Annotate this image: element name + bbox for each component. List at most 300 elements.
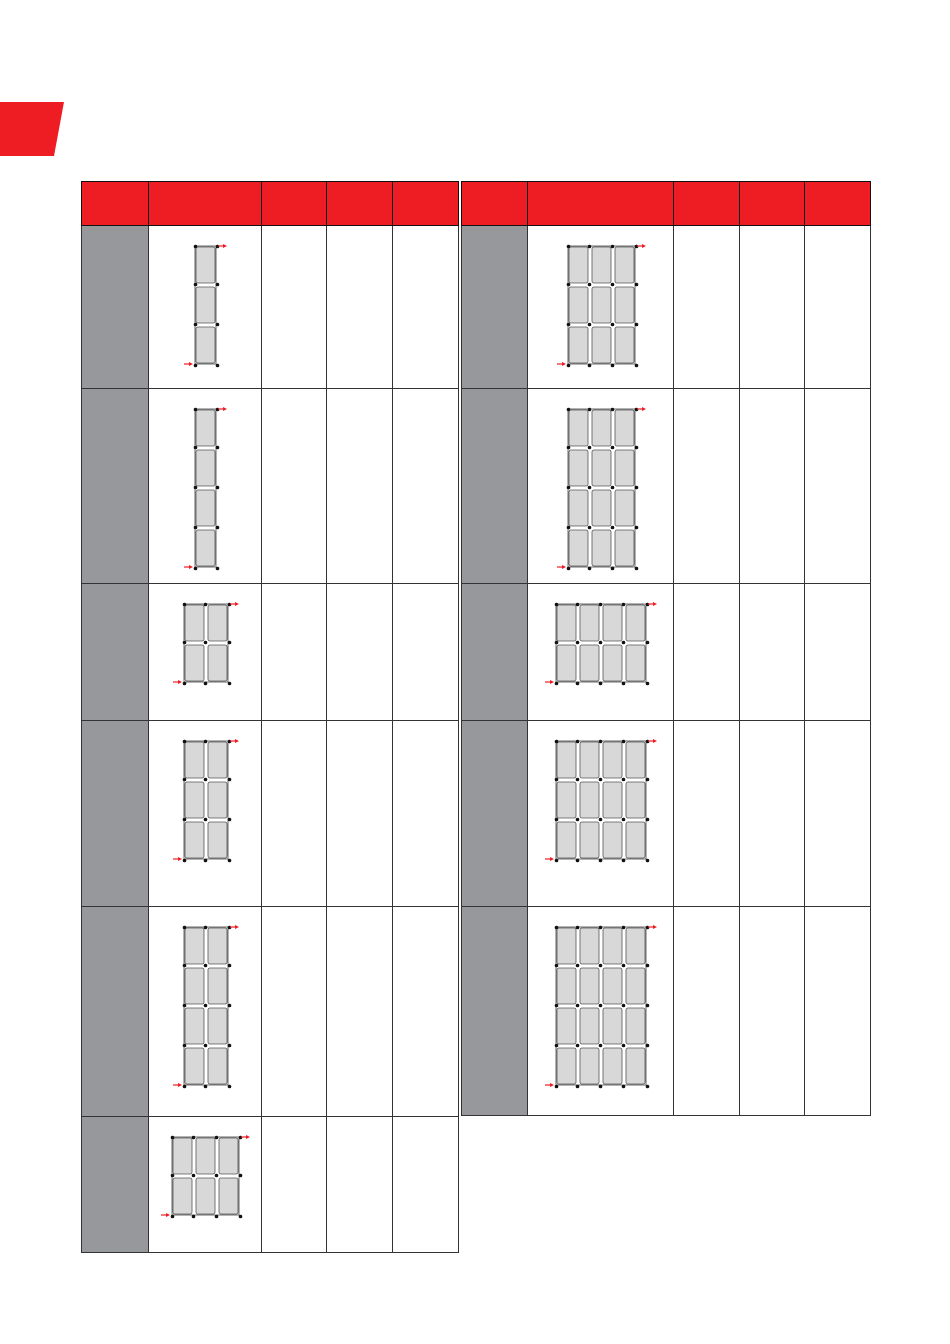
connector-dot: [228, 859, 232, 863]
connector-dot: [576, 926, 580, 930]
panel: [557, 1048, 576, 1084]
connector-dot: [555, 603, 559, 607]
panel: [626, 1008, 645, 1044]
panel-layout-diagram: [149, 226, 262, 388]
connector-dot: [228, 641, 232, 645]
connector-dot: [192, 1215, 196, 1219]
panel: [615, 490, 634, 526]
connector-dot: [192, 1174, 196, 1178]
connector-dot: [567, 446, 571, 450]
value-cell: [327, 389, 393, 584]
connector-dot: [194, 245, 198, 249]
panel-layout-diagram: [149, 721, 262, 906]
panel: [208, 1008, 227, 1044]
panel: [208, 968, 227, 1004]
panel-layout-diagram: [149, 1117, 262, 1252]
connector-dot: [622, 682, 626, 686]
panel: [219, 1178, 238, 1214]
header-cell: [674, 182, 740, 226]
row-label: [462, 584, 528, 721]
panel: [603, 605, 622, 641]
connector-dot: [646, 859, 650, 863]
connector-dot: [215, 1174, 219, 1178]
right-table: [461, 181, 871, 1116]
panel: [557, 968, 576, 1004]
panel: [580, 822, 599, 858]
connector-dot: [567, 526, 571, 530]
output-arrow-icon: [648, 739, 657, 743]
connector-dot: [204, 1085, 208, 1089]
connector-dot: [567, 567, 571, 571]
panel: [557, 645, 576, 681]
table-row: [462, 226, 871, 389]
connector-dot: [228, 778, 232, 782]
connector-dot: [216, 486, 220, 490]
panel: [557, 782, 576, 818]
value-cell: [393, 584, 459, 721]
connector-dot: [555, 740, 559, 744]
connector-dot: [183, 818, 187, 822]
panel: [208, 645, 227, 681]
panel: [208, 605, 227, 641]
output-arrow-icon: [648, 602, 657, 606]
panel: [173, 1138, 192, 1174]
connector-dot: [567, 364, 571, 368]
connector-dot: [567, 245, 571, 249]
connector-dot: [611, 486, 615, 490]
connector-dot: [588, 245, 592, 249]
connector-dot: [576, 641, 580, 645]
diagram-cell: [528, 907, 674, 1116]
row-label: [462, 226, 528, 389]
panel: [580, 1008, 599, 1044]
connector-dot: [171, 1136, 175, 1140]
row-label: [82, 721, 149, 907]
diagram-cell: [149, 584, 262, 721]
connector-dot: [228, 964, 232, 968]
panel: [592, 327, 611, 363]
connector-dot: [194, 283, 198, 287]
connector-dot: [239, 1174, 243, 1178]
panel: [580, 968, 599, 1004]
panel: [208, 822, 227, 858]
panel-layout-diagram: [528, 907, 674, 1115]
connector-dot: [588, 446, 592, 450]
connector-dot: [635, 323, 639, 327]
connector-dot: [622, 926, 626, 930]
connector-dot: [635, 526, 639, 530]
panel: [626, 605, 645, 641]
panel: [196, 450, 215, 486]
connector-dot: [576, 1085, 580, 1089]
panel: [196, 287, 215, 323]
connector-dot: [228, 818, 232, 822]
panel: [569, 490, 588, 526]
panel: [557, 928, 576, 964]
value-cell: [393, 907, 459, 1117]
right-table-header: [462, 182, 871, 226]
connector-dot: [611, 283, 615, 287]
connector-dot: [567, 408, 571, 412]
diagram-cell: [149, 907, 262, 1117]
input-arrow-icon: [557, 362, 566, 366]
value-cell: [805, 226, 871, 389]
header-cell: [528, 182, 674, 226]
connector-dot: [183, 778, 187, 782]
connector-dot: [588, 283, 592, 287]
connector-dot: [228, 682, 232, 686]
connector-dot: [611, 408, 615, 412]
row-label: [462, 721, 528, 907]
panel: [185, 928, 204, 964]
panel: [592, 410, 611, 446]
diagram-cell: [528, 721, 674, 907]
panel: [196, 1138, 215, 1174]
value-cell: [262, 389, 327, 584]
connector-dot: [599, 1044, 603, 1048]
connector-dot: [204, 603, 208, 607]
table-row: [82, 1117, 459, 1253]
panel-layout-diagram: [149, 584, 262, 720]
connector-dot: [599, 740, 603, 744]
connector-dot: [555, 1044, 559, 1048]
connector-dot: [576, 1044, 580, 1048]
diagram-cell: [528, 389, 674, 584]
connector-dot: [599, 682, 603, 686]
value-cell: [327, 584, 393, 721]
connector-dot: [228, 1085, 232, 1089]
input-arrow-icon: [557, 565, 566, 569]
connector-dot: [588, 486, 592, 490]
panel: [185, 968, 204, 1004]
panel: [196, 1178, 215, 1214]
panel: [196, 530, 215, 566]
connector-dot: [567, 323, 571, 327]
output-arrow-icon: [637, 244, 646, 248]
value-cell: [262, 584, 327, 721]
panel: [603, 1048, 622, 1084]
panel: [580, 742, 599, 778]
table-row: [82, 226, 459, 389]
connector-dot: [588, 364, 592, 368]
connector-dot: [622, 1085, 626, 1089]
connector-dot: [635, 283, 639, 287]
connector-dot: [216, 446, 220, 450]
connector-dot: [183, 641, 187, 645]
table-row: [82, 907, 459, 1117]
output-arrow-icon: [241, 1135, 250, 1139]
connector-dot: [555, 818, 559, 822]
panel: [592, 490, 611, 526]
panel: [580, 605, 599, 641]
connector-dot: [194, 486, 198, 490]
connector-dot: [622, 740, 626, 744]
panel-layout-diagram: [149, 389, 262, 583]
panel: [185, 822, 204, 858]
input-arrow-icon: [184, 565, 193, 569]
diagram-cell: [149, 226, 262, 389]
panel-layout-diagram: [528, 721, 674, 906]
connector-dot: [567, 283, 571, 287]
connector-dot: [183, 740, 187, 744]
connector-dot: [576, 964, 580, 968]
output-arrow-icon: [230, 739, 239, 743]
connector-dot: [228, 1044, 232, 1048]
table-row: [462, 721, 871, 907]
panel: [592, 450, 611, 486]
input-arrow-icon: [173, 857, 182, 861]
connector-dot: [576, 778, 580, 782]
panel: [557, 822, 576, 858]
connector-dot: [215, 1136, 219, 1140]
panel: [615, 450, 634, 486]
output-arrow-icon: [637, 407, 646, 411]
value-cell: [805, 907, 871, 1116]
connector-dot: [204, 778, 208, 782]
input-arrow-icon: [173, 680, 182, 684]
connector-dot: [599, 964, 603, 968]
connector-dot: [635, 446, 639, 450]
connector-dot: [611, 364, 615, 368]
row-label: [462, 907, 528, 1116]
output-arrow-icon: [230, 925, 239, 929]
panel: [185, 645, 204, 681]
connector-dot: [622, 859, 626, 863]
panel-layout-diagram: [149, 907, 262, 1116]
value-cell: [805, 584, 871, 721]
connector-dot: [204, 740, 208, 744]
connector-dot: [204, 1044, 208, 1048]
value-cell: [327, 907, 393, 1117]
connector-dot: [588, 323, 592, 327]
header-cell: [149, 182, 262, 226]
panel: [219, 1138, 238, 1174]
connector-dot: [599, 926, 603, 930]
connector-dot: [622, 603, 626, 607]
connector-dot: [183, 1085, 187, 1089]
table-row: [82, 584, 459, 721]
input-arrow-icon: [545, 680, 554, 684]
panel: [603, 645, 622, 681]
connector-dot: [599, 603, 603, 607]
value-cell: [740, 907, 805, 1116]
panel: [592, 247, 611, 283]
panel: [557, 605, 576, 641]
panel: [569, 450, 588, 486]
connector-dot: [599, 641, 603, 645]
header-cell: [327, 182, 393, 226]
connector-dot: [599, 859, 603, 863]
connector-dot: [555, 1004, 559, 1008]
connector-dot: [216, 283, 220, 287]
connector-dot: [622, 778, 626, 782]
table-row: [462, 907, 871, 1116]
value-cell: [327, 226, 393, 389]
row-label: [82, 584, 149, 721]
panel: [603, 742, 622, 778]
connector-dot: [646, 1085, 650, 1089]
panel: [196, 490, 215, 526]
connector-dot: [599, 1004, 603, 1008]
connector-dot: [635, 364, 639, 368]
panel: [208, 1048, 227, 1084]
value-cell: [327, 1117, 393, 1253]
connector-dot: [646, 682, 650, 686]
value-cell: [262, 721, 327, 907]
output-arrow-icon: [648, 925, 657, 929]
panel: [603, 928, 622, 964]
connector-dot: [646, 818, 650, 822]
panel: [185, 1048, 204, 1084]
connector-dot: [588, 567, 592, 571]
connector-dot: [576, 740, 580, 744]
connector-dot: [588, 526, 592, 530]
panel: [196, 327, 215, 363]
value-cell: [393, 226, 459, 389]
connector-dot: [555, 778, 559, 782]
panel: [615, 287, 634, 323]
connector-dot: [588, 408, 592, 412]
connector-dot: [646, 1044, 650, 1048]
panel: [185, 782, 204, 818]
header-cell: [462, 182, 528, 226]
connector-dot: [567, 486, 571, 490]
panel: [569, 410, 588, 446]
connector-dot: [622, 641, 626, 645]
panel: [615, 247, 634, 283]
panel: [580, 1048, 599, 1084]
panel: [173, 1178, 192, 1214]
connector-dot: [194, 323, 198, 327]
connector-dot: [576, 859, 580, 863]
output-arrow-icon: [230, 602, 239, 606]
connector-dot: [611, 323, 615, 327]
panel: [208, 782, 227, 818]
value-cell: [740, 584, 805, 721]
connector-dot: [171, 1215, 175, 1219]
panel-layout-diagram: [528, 226, 674, 388]
connector-dot: [204, 926, 208, 930]
connector-dot: [183, 1004, 187, 1008]
input-arrow-icon: [545, 857, 554, 861]
connector-dot: [599, 1085, 603, 1089]
panel: [626, 1048, 645, 1084]
input-arrow-icon: [173, 1083, 182, 1087]
diagram-cell: [528, 584, 674, 721]
connector-dot: [204, 818, 208, 822]
connector-dot: [555, 964, 559, 968]
row-label: [82, 389, 149, 584]
panel: [580, 782, 599, 818]
header-cell: [805, 182, 871, 226]
panel: [580, 645, 599, 681]
panel: [592, 530, 611, 566]
connector-dot: [646, 641, 650, 645]
panel: [185, 605, 204, 641]
connector-dot: [611, 245, 615, 249]
connector-dot: [611, 526, 615, 530]
connector-dot: [555, 641, 559, 645]
panel: [208, 742, 227, 778]
panel: [196, 410, 215, 446]
panel: [626, 782, 645, 818]
row-label: [82, 907, 149, 1117]
output-arrow-icon: [218, 244, 227, 248]
value-cell: [740, 226, 805, 389]
value-cell: [393, 1117, 459, 1253]
connector-dot: [183, 859, 187, 863]
diagram-cell: [149, 721, 262, 907]
connector-dot: [192, 1136, 196, 1140]
connector-dot: [204, 1004, 208, 1008]
connector-dot: [216, 323, 220, 327]
row-label: [82, 1117, 149, 1253]
table-row: [462, 389, 871, 584]
connector-dot: [204, 859, 208, 863]
table-row: [82, 721, 459, 907]
connector-dot: [576, 682, 580, 686]
connector-dot: [599, 778, 603, 782]
connector-dot: [183, 1044, 187, 1048]
connector-dot: [599, 818, 603, 822]
connector-dot: [555, 1085, 559, 1089]
panel: [626, 928, 645, 964]
row-label: [462, 389, 528, 584]
value-cell: [393, 389, 459, 584]
connector-dot: [555, 859, 559, 863]
connector-dot: [635, 567, 639, 571]
panel: [569, 530, 588, 566]
header-cell: [262, 182, 327, 226]
value-cell: [805, 389, 871, 584]
input-arrow-icon: [545, 1083, 554, 1087]
value-cell: [393, 721, 459, 907]
connector-dot: [646, 964, 650, 968]
connector-dot: [576, 603, 580, 607]
left-table-header: [82, 182, 459, 226]
panel: [626, 968, 645, 1004]
panel: [557, 1008, 576, 1044]
connector-dot: [622, 818, 626, 822]
panel: [185, 742, 204, 778]
panel: [208, 928, 227, 964]
panel: [603, 782, 622, 818]
connector-dot: [171, 1174, 175, 1178]
input-arrow-icon: [161, 1213, 170, 1217]
panel: [603, 1008, 622, 1044]
header-cell: [82, 182, 149, 226]
header-cell: [393, 182, 459, 226]
panel: [615, 410, 634, 446]
connector-dot: [215, 1215, 219, 1219]
connector-dot: [611, 446, 615, 450]
panel: [626, 822, 645, 858]
panel-layout-diagram: [528, 389, 674, 583]
panel: [592, 287, 611, 323]
section-tab: [0, 102, 64, 156]
panel: [626, 742, 645, 778]
value-cell: [262, 226, 327, 389]
value-cell: [674, 584, 740, 721]
connector-dot: [194, 446, 198, 450]
connector-dot: [204, 641, 208, 645]
panel: [569, 247, 588, 283]
diagram-cell: [528, 226, 674, 389]
panel: [603, 968, 622, 1004]
left-table: [81, 181, 459, 1253]
table-row: [462, 584, 871, 721]
panel: [185, 1008, 204, 1044]
